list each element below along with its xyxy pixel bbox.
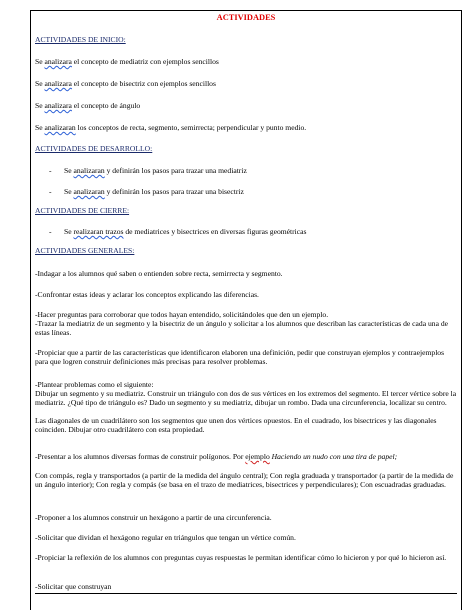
- generales-p6: -Presentar a los alumnos diversas formas de construir polígonos. Por ejemplo Haciendo un nudo con una tira de papel;: [35, 452, 398, 461]
- generales-p1: -Indagar a los alumnos qué saben o entienden sobre recta, semirrecta y segmento.: [35, 269, 283, 278]
- inicio-line-3: Se analizara el concepto de ángulo: [35, 101, 141, 110]
- generales-p10: -Solicitar que construyan: [35, 582, 112, 591]
- section-heading-inicio: ACTIVIDADES DE INICIO:: [35, 35, 126, 44]
- generales-p8: -Solicitar que dividan el hexágono regular en triángulos que tengan un vértice común.: [35, 533, 296, 542]
- cierre-item-1: Se realizaran trazos de mediatrices y bisectrices en diversas figuras geométricas: [64, 227, 307, 236]
- generales-p9: -Propiciar la reflexión de los alumnos con preguntas cuyas respuestas le permitan identificar cómo lo hicieron y por qué lo hicieron así.: [35, 553, 447, 562]
- inicio-line-4: Se analizaran los conceptos de recta, segmento, semirrecta; perpendicular y punto medio.: [35, 123, 307, 132]
- generales-p5c: Las diagonales de un cuadrilátero son los segmentos que unen dos vértices opuestos. En el cuadrado, los bisectrices y las diagonales coinciden. Dibujar otro cuadrilátero con esta propiedad.: [35, 416, 437, 434]
- section-heading-desarrollo: ACTIVIDADES DE DESARROLLO:: [35, 144, 153, 153]
- generales-p3a: -Hacer preguntas para corroborar que todos hayan entendido, solicitándoles que den un ejemplo.: [35, 310, 329, 319]
- generales-p4: -Propiciar que a partir de las características que identificaron elaboren una definición, pedir que construyan ejemplos y contraejemplos para que logren construir definiciones más precisas para resolver problemas.: [35, 348, 445, 366]
- bullet-dash: -: [49, 187, 52, 196]
- desarrollo-item-1: Se analizaran y definirán los pasos para trazar una mediatriz: [64, 166, 247, 175]
- generales-p2: -Confrontar estas ideas y aclarar los conceptos explicando las diferencias.: [35, 290, 259, 299]
- generales-p5b: Dibujar un segmento y su mediatriz. Construir un triángulo con dos de sus vértices en los extremos del segmento. El tercer vértice sobre la mediatriz. ¿Qué tipo de triángulo es? Dado un segmento y su mediatriz, dibujar un rombo. Dada una circunferencia, localizar su centro.: [35, 389, 457, 407]
- bullet-dash: -: [49, 227, 52, 236]
- generales-p3b: -Trazar la mediatriz de un segmento y la bisectriz de un ángulo y solicitar a los alumnos que describan las características de cada una de estas líneas.: [35, 319, 449, 337]
- bullet-dash: -: [49, 166, 52, 175]
- section-heading-cierre: ACTIVIDADES DE CIERRE:: [35, 206, 130, 215]
- page-title: ACTIVIDADES: [216, 13, 276, 22]
- generales-p5a: -Plantear problemas como el siguiente:: [35, 380, 154, 389]
- inicio-line-2: Se analizara el concepto de bisectriz con ejemplos sencillos: [35, 79, 216, 88]
- desarrollo-item-2: Se analizaran y definirán los pasos para trazar una bisectriz: [64, 187, 244, 196]
- generales-p6b: Con compás, regla y transportados (a partir de la medida del ángulo central); Con regla graduada y transportador (a partir de la medida de un ángulo interior); Con regla y compás (se basa en el trazo de mediatrices, bisectrices y perpendiculares); Con escuadradas graduadas.: [35, 471, 454, 489]
- document-page: [30, 10, 462, 610]
- generales-p7: -Proponer a los alumnos construir un hexágono a partir de una circunferencia.: [35, 513, 272, 522]
- bottom-divider: [35, 593, 457, 594]
- inicio-line-1: Se analizara el concepto de mediatriz con ejemplos sencillos: [35, 57, 219, 66]
- section-heading-generales: ACTIVIDADES GENERALES:: [35, 246, 135, 255]
